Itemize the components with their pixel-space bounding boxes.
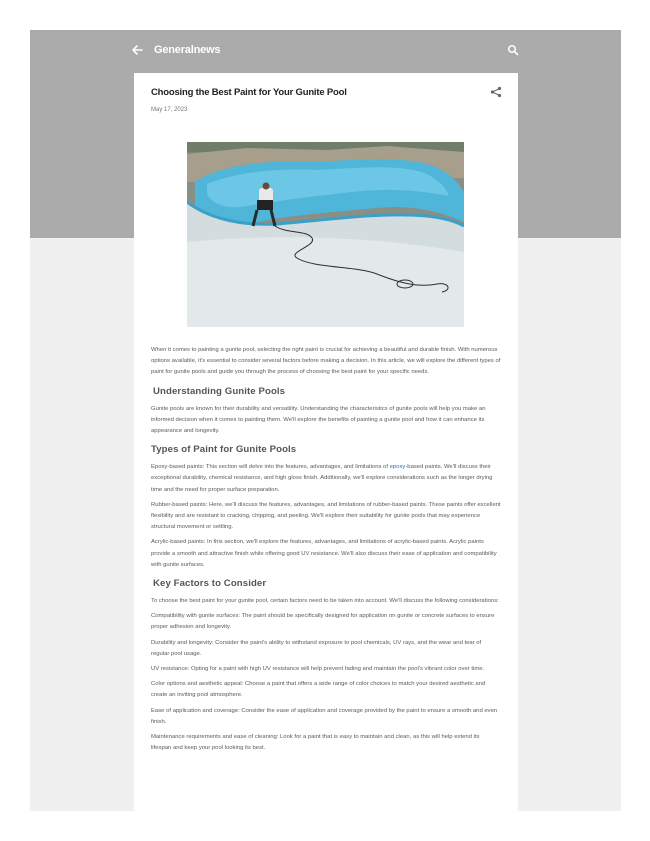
post-body	[151, 345, 501, 758]
epoxy-text-after: -based paints. We'll discuss their exceptional durability, chemical resistance, and high gloss finish. Additionally, we'll explore considerations such as the longer drying time and the need for proper surface preparation.	[151, 464, 493, 493]
page-frame	[30, 30, 621, 811]
paragraph-acrylic: Acrylic-based paints: In this section, we'll explore the features, advantages, and limitations of acrylic-based paints. Acrylic paints provide a smooth and attractive finish while offering good UV resistance. We'll also discuss their ease of application and compatibility with gunite surfaces.	[151, 539, 497, 568]
post-title: Choosing the Best Paint for Your Gunite Pool	[151, 87, 347, 98]
top-bar	[30, 30, 621, 72]
paragraph-epoxy	[151, 462, 501, 496]
post-card	[134, 73, 518, 811]
paragraph-uv: UV resistance: Opting for a paint with high UV resistance will help prevent fading and maintain the pool's vibrant color over time.	[151, 666, 485, 673]
paragraph-compatibility: Compatibility with gunite surfaces: The paint should be specifically designed for application on gunite or concrete surfaces to ensure proper adhesion and longevity.	[151, 613, 495, 631]
paragraph-durability: Durability and longevity: Consider the paint's ability to withstand exposure to pool chemicals, UV rays, and the wear and tear of regular pool usage.	[151, 639, 482, 657]
pool-photo	[187, 142, 464, 327]
paragraph-maintenance: Maintenance requirements and ease of cleaning: Look for a paint that is easy to maintain and clean, as this will help extend its lifespan and keep your pool looking its best.	[151, 734, 480, 752]
heading-types: Types of Paint for Gunite Pools	[151, 444, 297, 456]
share-icon[interactable]	[490, 86, 502, 98]
paragraph-ease: Ease of application and coverage: Consider the ease of application and coverage provided by the paint to ensure a smooth and even finish.	[151, 707, 498, 725]
post-date: May 17, 2023	[151, 107, 188, 113]
paragraph-intro: When it comes to painting a gunite pool, selecting the right paint is crucial for achieving a beautiful and durable finish. With numerous options available, it's essential to consider several factors before making a decision. In this article, we will explore the different types of paint for gunite pools and guide you through the process of choosing the best paint for your specific needs.	[151, 347, 501, 376]
search-icon[interactable]	[507, 44, 519, 56]
heading-factors: Key Factors to Consider	[153, 578, 267, 590]
heading-understanding: Understanding Gunite Pools	[153, 385, 286, 397]
paragraph-rubber: Rubber-based paints: Here, we'll discuss the features, advantages, and limitations of rubber-based paints. These paints offer excellent flexibility and are resistant to cracking, chipping, and peeling. We'll explore their suitability for gunite pools that may experience structural movement or settling.	[151, 501, 501, 531]
epoxy-link[interactable]: epoxy	[389, 464, 406, 471]
paragraph-understanding: Gunite pools are known for their durability and versatility. Understanding the characteristics of gunite pools will help you make an informed decision when it comes to painting them. We'll explore the benefits of painting a gunite pool and how it can enhance its appearance and longevity.	[151, 405, 486, 435]
arrow-left-icon[interactable]	[130, 43, 144, 57]
paragraph-color: Color options and aesthetic appeal: Choose a paint that offers a wide range of color choices to match your desired aesthetic and create an inviting pool atmosphere.	[151, 681, 486, 699]
blog-title[interactable]: Generalnews	[154, 44, 221, 56]
epoxy-text-before: Epoxy-based paints: This section will delve into the features, advantages, and limitations of	[151, 464, 390, 471]
paragraph-factors: To choose the best paint for your gunite pool, certain factors need to be taken into account. We'll discuss the following considerations:	[151, 598, 499, 605]
